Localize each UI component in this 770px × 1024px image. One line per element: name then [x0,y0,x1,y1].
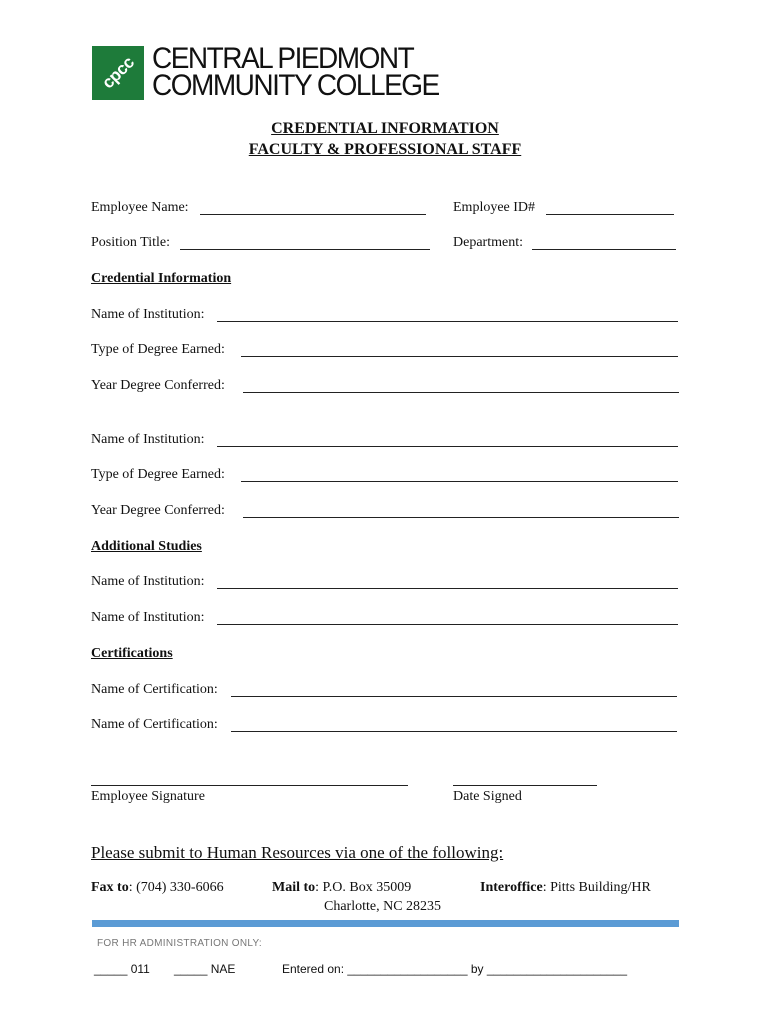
additional-institution-field-2[interactable] [217,624,678,625]
hr-code-nae[interactable]: _____ NAE [174,962,236,976]
submit-heading: Please submit to Human Resources via one of the following: [91,843,504,862]
logo-line-1: CENTRAL PIEDMONT [152,41,414,75]
department-label: Department: [453,235,523,250]
position-title-field[interactable] [180,249,430,250]
department-field[interactable] [532,249,676,250]
college-logo-wordmark [152,41,439,102]
additional-institution-field-1[interactable] [217,588,678,589]
certification-label-2: Name of Certification: [91,717,218,732]
certification-field-2[interactable] [231,731,677,732]
hr-code-011[interactable]: _____ 011 [94,962,150,976]
interoffice-info [480,880,651,896]
year-label-2: Year Degree Conferred: [91,503,225,518]
logo-line-2: COMMUNITY COLLEGE [152,68,439,102]
degree-field-1[interactable] [241,356,678,357]
employee-signature-label: Employee Signature [91,789,205,804]
year-label-1: Year Degree Conferred: [91,378,225,393]
additional-institution-label-1: Name of Institution: [91,574,205,589]
degree-label-2: Type of Degree Earned: [91,467,225,482]
institution-field-2[interactable] [217,446,678,447]
date-signed-label: Date Signed [453,789,522,804]
year-field-1[interactable] [243,392,679,393]
certifications-heading: Certifications [91,646,173,661]
institution-label-2: Name of Institution: [91,432,205,447]
date-signed-field[interactable] [453,785,597,786]
degree-field-2[interactable] [241,481,678,482]
certification-field-1[interactable] [231,696,677,697]
employee-name-label: Employee Name: [91,200,189,215]
hr-admin-label: FOR HR ADMINISTRATION ONLY: [97,938,262,949]
mail-label: Mail to [272,880,316,895]
mail-address: : P.O. Box 35009 [315,880,412,895]
form-title: CREDENTIAL INFORMATION [271,120,499,137]
fax-label: Fax to [91,880,129,895]
employee-name-field[interactable] [200,214,426,215]
year-field-2[interactable] [243,517,679,518]
form-subtitle: FACULTY & PROFESSIONAL STAFF [248,141,522,158]
institution-field-1[interactable] [217,321,678,322]
mail-city: Charlotte, NC 28235 [324,899,442,914]
hr-entered-line[interactable]: Entered on: __________________ by _____________________ [282,962,627,976]
fax-info [91,880,224,896]
position-title-label: Position Title: [91,235,170,250]
interoffice-location: : Pitts Building/HR [542,880,651,895]
employee-id-label: Employee ID# [453,200,536,215]
interoffice-label: Interoffice [480,880,543,895]
credential-heading: Credential Information [91,271,232,286]
fax-number: : (704) 330-6066 [128,880,224,895]
certification-label-1: Name of Certification: [91,682,218,697]
mail-info [272,880,411,896]
degree-label-1: Type of Degree Earned: [91,342,225,357]
additional-institution-label-2: Name of Institution: [91,610,205,625]
employee-signature-field[interactable] [91,785,408,786]
college-logo-mark: cpcc [92,46,144,100]
institution-label-1: Name of Institution: [91,307,205,322]
additional-studies-heading: Additional Studies [91,539,202,554]
hr-divider-bar [92,920,679,927]
employee-id-field[interactable] [546,214,674,215]
